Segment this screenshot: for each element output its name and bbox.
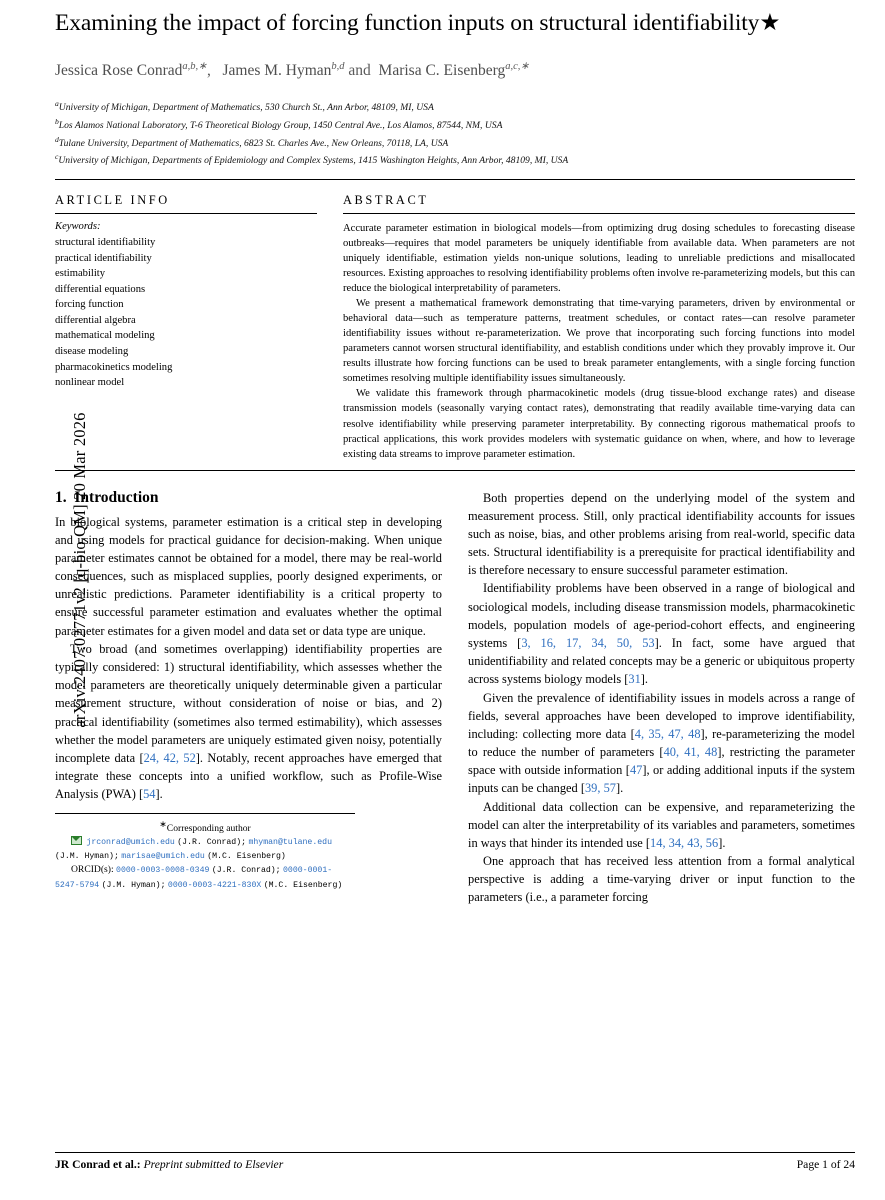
affiliation-mark: b [55,116,59,126]
body-paragraph: Additional data collection can be expensive, and reparameterizing the model can alter the interpretability of its variables and parameters, sometimes in ways that hinder its intended use [14, 34, 43, 56]. [468,799,855,850]
affiliation-text: University of Michigan, Departments of Epidemiology and Complex Systems, 1415 Washington Heights, Ann Arbor, 48109, MI, USA [58,155,569,167]
keyword-item: differential algebra [55,314,136,326]
orcid-value[interactable]: 0000-0001-5247-5794 [55,866,333,890]
keyword-item: pharmacokinetics modeling [55,361,173,373]
body-columns [55,489,855,907]
article-info-divider [55,213,317,214]
footer-page-number: Page 1 of 24 [796,1158,855,1171]
email-owner: (J.R. Conrad); [177,837,247,847]
arxiv-stamp: arXiv:2407.02771v2 [q-bio.QM] 20 Mar 2026 [70,412,89,728]
affiliations [55,98,855,169]
affiliation-text: Los Alamos National Laboratory, T-6 Theoretical Biology Group, 1450 Central Ave., Los Alamos, 87544, NM, USA [58,120,503,132]
author-2: James M. Hyman [222,62,332,80]
abstract-bottom-divider [55,470,855,471]
author-1: Jessica Rose Conrad [55,62,183,80]
keyword-item: practical identifiability [55,252,152,264]
author-sep-2: and [348,62,371,80]
email-link[interactable]: mhyman@tulane.edu [248,837,332,847]
footer-note: Preprint submitted to Elsevier [143,1158,284,1171]
body-paragraph: One approach that has received less attention from a formal analytical perspective is adding a time-varying driver or input function to the parameters (i.e., a parameter forcing [468,854,855,905]
affiliation-mark: a [55,99,59,109]
author-1-affil-marks: a,b,∗ [182,61,207,73]
abstract-heading: ABSTRACT [343,193,429,208]
paper-content [55,0,855,1200]
email-link[interactable]: jrconrad@umich.edu [86,837,175,847]
orcid-value[interactable]: 0000-0003-4221-830X [167,880,262,890]
info-abstract-row [55,193,855,462]
footer-divider [55,1152,855,1153]
section-heading [55,489,442,507]
email-owner: (J.M. Hyman); [55,851,119,861]
body-paragraph: Given the prevalence of identifiability issues in models across a range of fields, several approaches have been developed to improve identifiability, including: collecting more data [4, 35, 47, 48], re-parameterizing the model to reduce the number of parameters [40, 41, 48], restricting the parameter space with outside information [47], or adding additional inputs if the system inputs can be changed [39, 57]. [468,690,856,796]
orcid-owner: (J.R. Conrad); [211,866,281,876]
abstract-paragraph: We validate this framework through pharmacokinetic models (drug tissue-blood exchange rates) and disease transmission models (seasonally varying contact rates), demonstrating that readily available time-varying data can resolve identifiability while preserving parameter interpretability. By connecting rigorous mathematical proofs to practical applications, this work provides modelers with systematic guidance on when, where, and how to leverage existing data streams to improve parameter estimation. [343,388,855,460]
keyword-item: nonlinear model [55,377,125,389]
keyword-item: mathematical modeling [55,330,155,342]
affiliation-item [55,116,855,134]
page-title: Examining the impact of forcing function inputs on structural identifiability★ [55,10,781,36]
affiliation-item [55,151,855,169]
envelope-icon [71,836,82,845]
author-list [55,60,855,80]
article-info-heading: ARTICLE INFO [55,193,170,208]
abstract-paragraph: We present a mathematical framework demonstrating that time-varying parameters, driven by environmental or behavioral data—such as temperature patterns, treatment schedules, or contact rates—can resolve parameter identifiability issues without re-parameterization. We prove that incorporating such forcing functions into model parameters cannot worsen structural identifiability, and establish conditions under which they provably improve it. Our results illustrate how forcing functions can be used to break parameter entanglements, with a single forcing function sometimes resolving multiple identifiability issues simultaneously. [343,298,855,385]
affiliation-mark: d [55,134,59,144]
keyword-item: estimability [55,268,106,280]
header-divider [55,179,855,180]
body-paragraph: In biological systems, parameter estimation is a critical step in developing and using models for practical guidance for decision-making. When unique parameter estimates cannot be obtained for a model, there may be real-world consequences, such as misplaced supplies, poorly designed experiments, or unrealistic predictions. Parameter identifiability is a critical property to ensure successful parameter estimation and evaluates whether the optimal parameter estimates for a given model and data set or data type are unique. [55,514,442,638]
keyword-item: forcing function [55,299,124,311]
body-paragraph: Two broad (and sometimes overlapping) identifiability properties are typically considered: 1) structural identifiability, which assesses whether the model parameters are theoretically uniquely determinable given a particular measurement structure, without consideration of noise or bias, and 2) practical identifiability (sometimes also termed estimability), which assesses whether the model parameters are uniquely estimated given noisy, potentially incomplete data [24, 42, 52]. Notably, recent approaches have emerged that integrate these concepts into a unified workflow, such as Profile-Wise Analysis (PWA) [54]. [55,641,442,802]
author-3-affil-marks: a,c,∗ [505,61,530,73]
section-title: Introduction [74,488,159,506]
affiliation-item [55,134,855,152]
email-link[interactable]: marisae@umich.edu [121,851,205,861]
footnote-block [55,813,355,892]
affiliation-item [55,98,855,116]
orcid-label: ORCID(s): [71,864,114,876]
corresponding-author-text: Corresponding author [166,823,251,835]
section-number: 1. [55,488,67,506]
keyword-item: differential equations [55,283,146,295]
body-column-right [468,489,855,907]
orcid-line [55,863,355,892]
author-sep-1: , [206,62,211,80]
body-paragraph: Identifiability problems have been observed in a range of biological and sociological models, including disease transmission models, pharmacokinetic models, population models of age-period-cohort effects, and engineering systems [3, 16, 17, 34, 50, 53]. In fact, some have argued that unidentifiability and related concepts may be a generic or ubiquitous property across systems biology models [31]. [468,581,856,687]
footer-left [55,1158,283,1171]
abstract-paragraph: Accurate parameter estimation in biological models—from optimizing drug dosing schedules to forecasting disease outbreaks—requires that model parameters be uniquely identifiable from available data. When parameters are not uniquely identifiable, estimation yields non-unique solutions, leading to unreliable predictions and misallocated resources. Existing approaches to resolving identifiability problems often involve re-parameterizing models, but this can reduce the biological interpretability of parameters. [343,223,855,295]
affiliation-text: University of Michigan, Department of Mathematics, 530 Church St., Ann Arbor, 48109, MI, USA [58,102,434,114]
orcid-owner: (J.M. Hyman); [101,880,166,890]
keyword-item: disease modeling [55,346,129,358]
email-line [55,835,355,864]
keywords-list [55,235,317,391]
affiliation-mark: c [55,152,59,162]
orcid-owner: (M.C. Eisenberg) [263,880,343,890]
author-3: Marisa C. Eisenberg [378,62,506,80]
corresponding-author-note [55,819,355,834]
email-owner: (M.C. Eisenberg) [207,851,286,861]
footnote-star: ∗ [159,819,167,830]
body-column-left [55,489,442,907]
body-paragraph: Both properties depend on the underlying model of the system and measurement process. Still, only practical identifiability accounts for issues such as noise, bias, and other problems arising from real-world, specific data sets. Structural identifiability is a prerequisite for practical identifiability and is therefore necessary to ensure successful parameter estimation. [468,490,855,578]
keyword-item: structural identifiability [55,237,156,249]
abstract-divider [343,213,855,214]
page-footer [55,1152,855,1171]
footer-authors: JR Conrad et al.: [55,1158,141,1171]
affiliation-text: Tulane University, Department of Mathematics, 6823 St. Charles Ave., New Orleans, 70118, LA, USA [58,137,449,149]
article-info-block [55,193,317,462]
abstract-block [343,193,855,462]
orcid-value[interactable]: 0000-0003-0008-0349 [116,866,210,876]
keywords-label: Keywords: [55,221,101,233]
author-2-affil-marks: b,d [331,61,345,73]
